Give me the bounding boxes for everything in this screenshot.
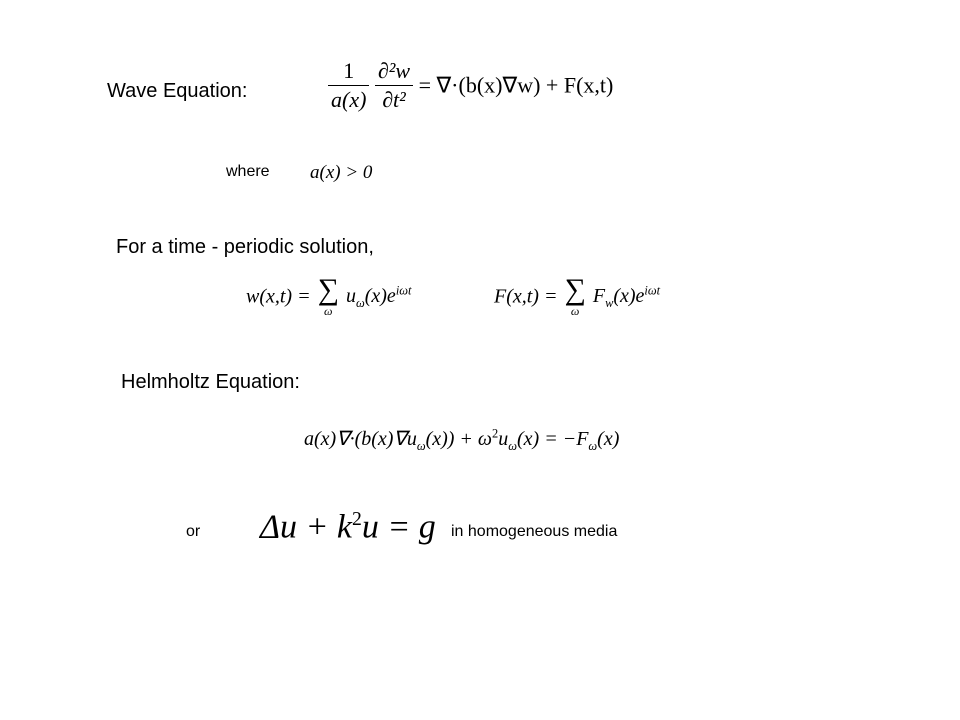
wave-frac-one-num: 1: [328, 58, 369, 86]
wave-equation-formula: [328, 58, 613, 113]
wave-frac-deriv-num: ∂²w: [375, 58, 413, 86]
sum-icon: ∑: [564, 273, 586, 306]
wave-frac-one: [328, 58, 369, 113]
w-exp: iωt: [395, 283, 412, 298]
w-sum-sub: ω: [324, 304, 333, 318]
w-lhs: w(x,t) =: [246, 285, 311, 308]
periodic-solution-label: For a time - periodic solution,: [116, 236, 374, 258]
helmholtz-part4: (x) = −F: [517, 428, 589, 450]
helmholtz-sup: 2: [492, 426, 499, 441]
f-exp: iωt: [644, 283, 661, 298]
condition-formula: a(x) > 0: [310, 162, 373, 183]
sum-icon: ∑: [317, 273, 339, 306]
f-sum-sub: ω: [570, 304, 580, 318]
w-term: u: [345, 284, 356, 307]
f-lhs: F(x,t) =: [494, 285, 558, 308]
wave-equation-label: Wave Equation:: [107, 80, 248, 102]
helmholtz-equation-label: Helmholtz Equation:: [121, 371, 300, 393]
helmholtz-part3: u: [498, 428, 509, 450]
helmholtz-part1: a(x)∇·(b(x)∇u: [304, 428, 417, 450]
f-term-rest: (x)e: [613, 284, 645, 307]
helmholtz-part2: (x)) + ω: [425, 428, 493, 450]
f-expansion-formula: [494, 273, 661, 318]
w-sum: [317, 273, 339, 318]
helmholtz-sub2: ω: [508, 439, 517, 453]
wave-frac-one-den: a(x): [331, 87, 367, 112]
wave-frac-deriv-den: ∂t²: [382, 87, 406, 112]
where-label: where: [226, 163, 270, 180]
f-term-sub: w: [605, 295, 614, 310]
w-term-sub: ω: [355, 295, 365, 310]
wave-frac-deriv: [375, 58, 413, 113]
helmholtz-formula: [304, 426, 619, 454]
homogeneous-part-b: u = g: [361, 508, 436, 546]
w-expansion-formula: [246, 273, 412, 318]
homogeneous-part-a: Δu + k: [260, 508, 352, 546]
wave-rhs: = ∇·(b(x)∇w) + F(x,t): [418, 72, 614, 98]
homogeneous-sup: 2: [352, 508, 362, 530]
f-term: F: [592, 284, 606, 307]
helmholtz-part5: (x): [597, 428, 620, 450]
homogeneous-formula: [260, 508, 436, 546]
homogeneous-media-note: in homogeneous media: [451, 523, 618, 540]
helmholtz-sub3: ω: [588, 439, 598, 453]
w-term-rest: (x)e: [364, 284, 396, 307]
helmholtz-sub1: ω: [416, 439, 426, 453]
f-sum: [564, 273, 586, 318]
or-label: or: [186, 523, 201, 540]
